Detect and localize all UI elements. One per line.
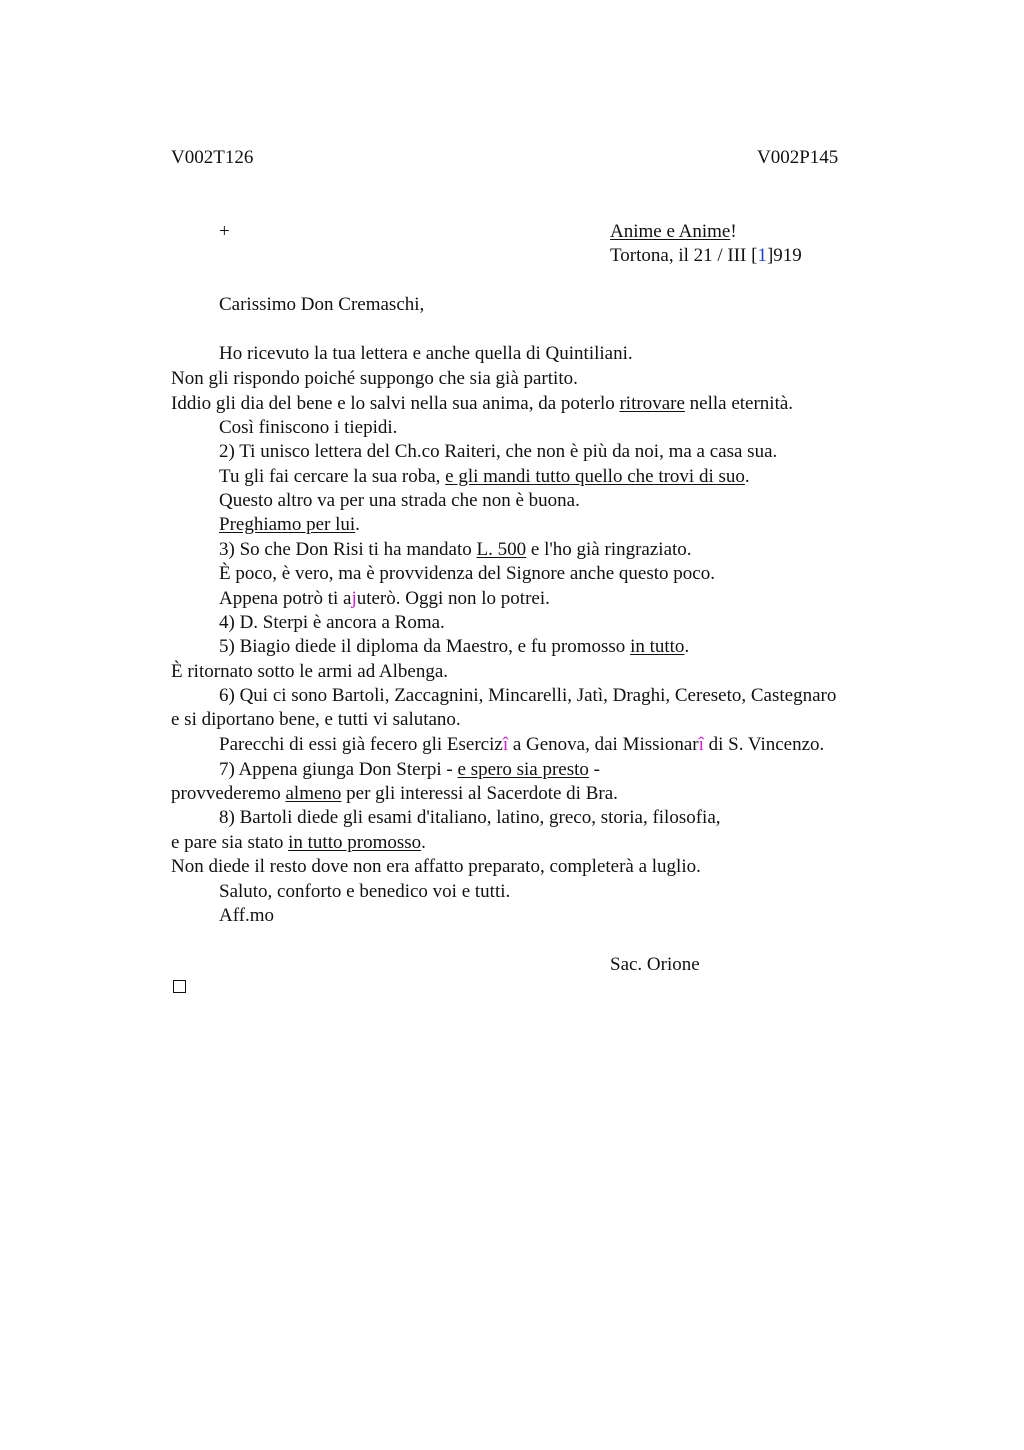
date-line xyxy=(610,244,802,268)
underlined-run: e spero sia presto xyxy=(457,759,589,780)
underlined-run: L. 500 xyxy=(476,539,527,560)
underlined-run: almeno xyxy=(285,783,342,804)
body-line-7: Questo altro va per una strada che non è buona. xyxy=(219,490,580,511)
text-run: Tu gli fai cercare la sua roba, xyxy=(219,466,446,487)
body-line-18 xyxy=(219,758,600,782)
right-archive-code: V002P145 xyxy=(757,147,839,168)
text-run: 7) Appena giunga Don Sterpi - xyxy=(219,759,458,780)
body-line-22: Non diede il resto dove non era affatto preparato, completerà a luglio. xyxy=(171,856,701,877)
motto-underlined: Anime e Anime xyxy=(610,221,731,242)
body-line-8 xyxy=(219,513,360,537)
text-run: e l'ho già ringraziato. xyxy=(526,539,692,560)
end-marker-box xyxy=(173,980,186,993)
text-run: . xyxy=(684,636,690,657)
date-post: ]919 xyxy=(766,245,802,266)
text-run: per gli interessi al Sacerdote di Bra. xyxy=(341,783,618,804)
body-line-19 xyxy=(171,782,618,806)
salutation: Carissimo Don Cremaschi, xyxy=(219,294,425,315)
motto-end: ! xyxy=(730,221,737,242)
text-run: . xyxy=(355,514,360,535)
text-run: 3) So che Don Risi ti ha mandato xyxy=(219,539,477,560)
underlined-run: in tutto promosso xyxy=(288,832,422,853)
text-run: . xyxy=(744,466,750,487)
body-line-17 xyxy=(219,733,824,757)
cross-symbol: + xyxy=(219,221,230,242)
text-run: - xyxy=(588,759,600,780)
marked-letter: j xyxy=(351,588,357,609)
text-run: 5) Biagio diede il diploma da Maestro, e fu promosso xyxy=(219,636,631,657)
text-run: Parecchi di essi già fecero gli Eserciz xyxy=(219,734,503,755)
body-line-15: 6) Qui ci sono Bartoli, Zaccagnini, Mincarelli, Jatì, Draghi, Cereseto, Castegnaro xyxy=(219,685,837,706)
text-run: e pare sia stato xyxy=(171,832,289,853)
underlined-run: in tutto xyxy=(630,636,685,657)
body-line-21 xyxy=(171,831,426,855)
body-line-14: È ritornato sotto le armi ad Albenga. xyxy=(171,661,449,682)
underlined-run: e gli mandi tutto quello che trovi di suo xyxy=(445,466,745,487)
signature: Sac. Orione xyxy=(610,954,700,975)
closing-line: Saluto, conforto e benedico voi e tutti. xyxy=(219,881,511,902)
text-run: di S. Vincenzo. xyxy=(703,734,825,755)
underlined-run: ritrovare xyxy=(619,393,685,414)
body-line-3 xyxy=(171,392,793,416)
text-run: nella eternità. xyxy=(684,393,794,414)
body-line-2: Non gli rispondo poiché suppongo che sia già partito. xyxy=(171,368,578,389)
underlined-run: Preghiamo per lui xyxy=(219,514,356,535)
body-line-20: 8) Bartoli diede gli esami d'italiano, latino, greco, storia, filosofia, xyxy=(219,807,721,828)
body-line-16: e si diportano bene, e tutti vi salutano. xyxy=(171,709,461,730)
body-line-6 xyxy=(219,465,750,489)
body-line-9 xyxy=(219,538,692,562)
date-mark: 1 xyxy=(757,245,767,266)
text-run: Appena potrò ti a xyxy=(219,588,352,609)
body-line-13 xyxy=(219,635,689,659)
left-archive-code: V002T126 xyxy=(171,147,254,168)
body-line-1: Ho ricevuto la tua lettera e anche quella di Quintiliani. xyxy=(219,343,633,364)
text-run: Iddio gli dia del bene e lo salvi nella sua anima, da poterlo xyxy=(171,393,620,414)
marked-letter: î xyxy=(502,734,509,755)
marked-letter: î xyxy=(698,734,704,755)
body-line-4: Così finiscono i tiepidi. xyxy=(219,417,398,438)
body-line-11 xyxy=(219,587,550,611)
text-run: a Genova, dai Missionar xyxy=(508,734,699,755)
text-run: uterò. Oggi non lo potrei. xyxy=(356,588,550,609)
text-run: provvederemo xyxy=(171,783,286,804)
date-pre: Tortona, il 21 / III [ xyxy=(610,245,758,266)
body-line-10: È poco, è vero, ma è provvidenza del Signore anche questo poco. xyxy=(219,563,715,584)
body-line-5: 2) Ti unisco lettera del Ch.co Raiteri, che non è più da noi, ma a casa sua. xyxy=(219,441,778,462)
closing-affectionate: Aff.mo xyxy=(219,905,275,926)
body-line-12: 4) D. Sterpi è ancora a Roma. xyxy=(219,612,445,633)
motto xyxy=(610,220,737,244)
text-run: . xyxy=(421,832,426,853)
